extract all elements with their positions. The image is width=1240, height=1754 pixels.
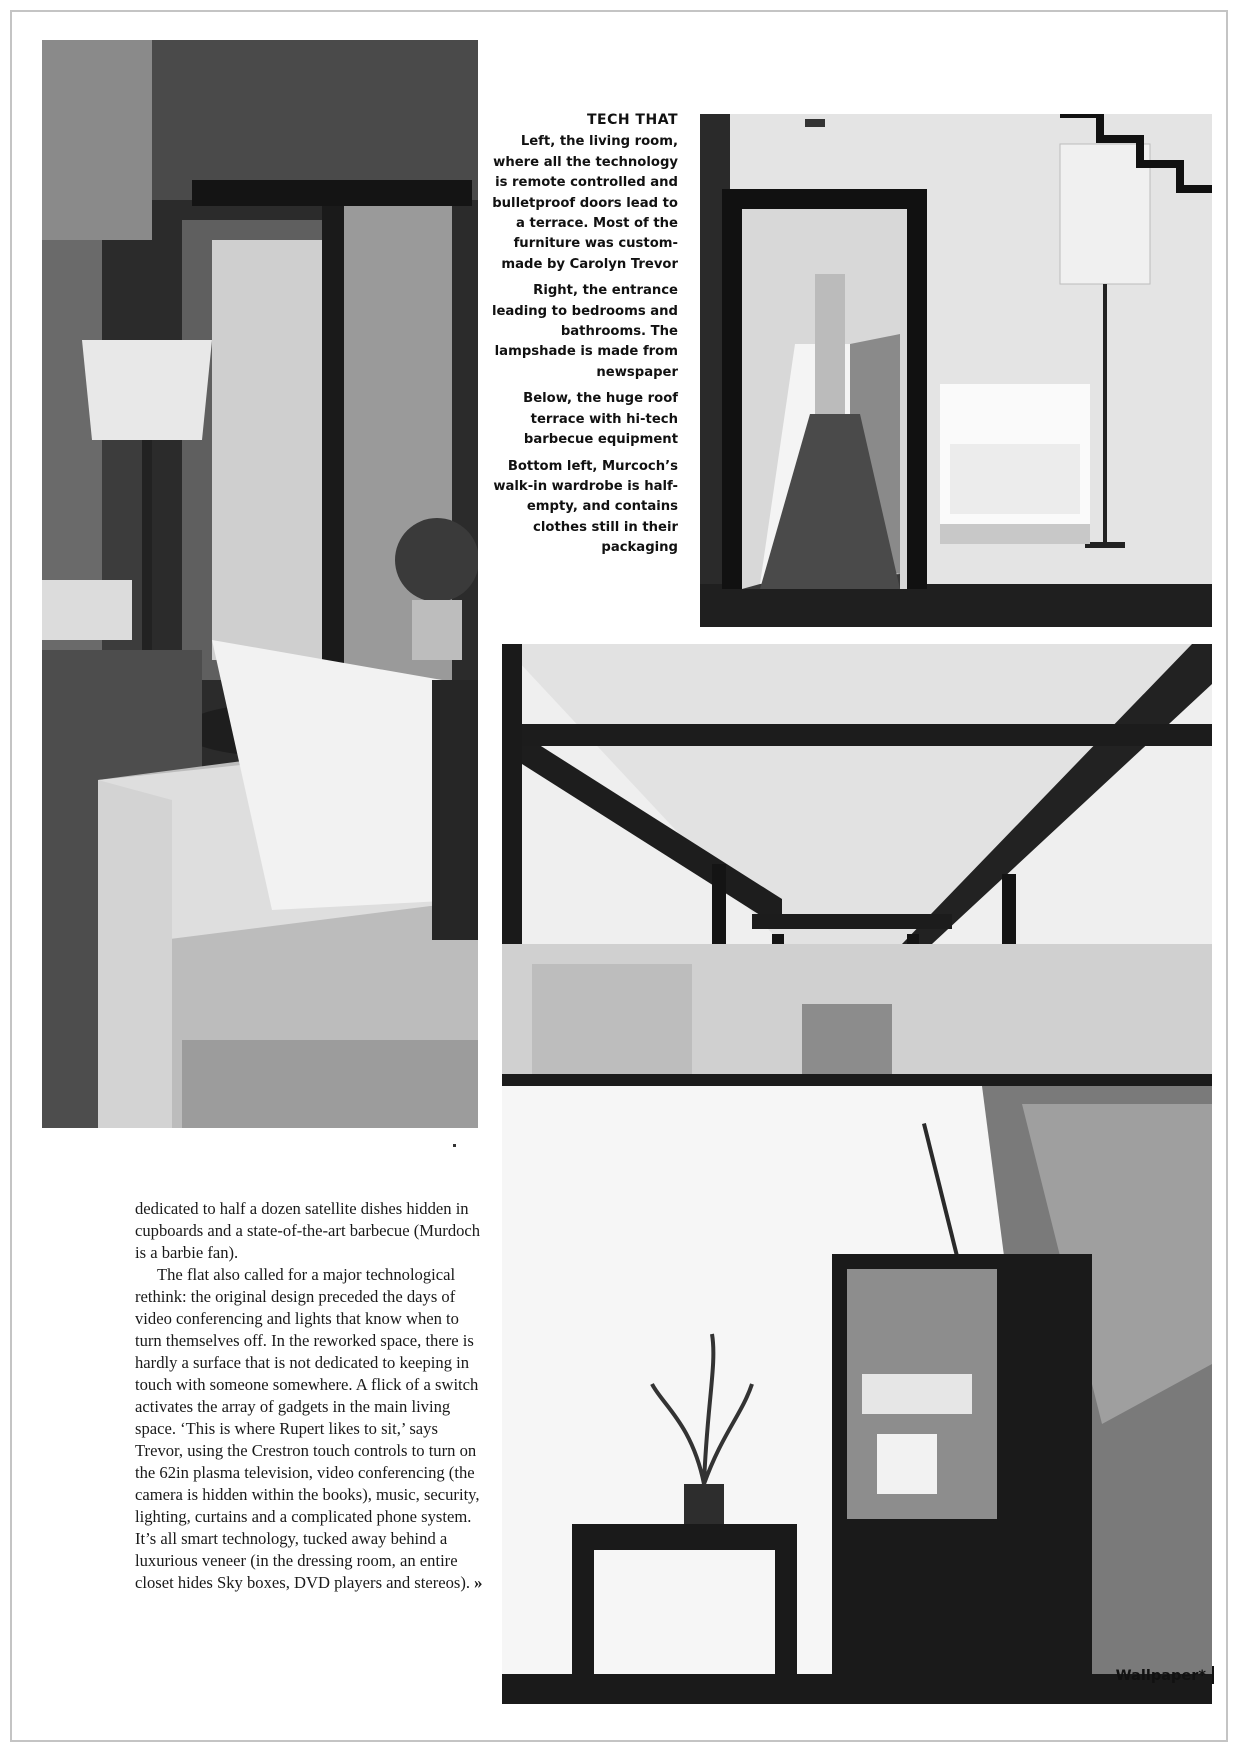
living-room-photo	[42, 40, 478, 1128]
page-footer	[1116, 1666, 1214, 1684]
roof-terrace-photo	[502, 644, 1212, 1704]
living-room-illustration	[42, 40, 478, 1128]
article-body	[135, 1198, 483, 1594]
entrance-photo	[700, 114, 1212, 627]
magazine-name: Wallpaper*	[1115, 1668, 1206, 1684]
caption-terrace: Below, the huge roof terrace with hi-tech barbecue equipment	[523, 391, 678, 448]
caption-living-room: Left, the living room, where all the technology is remote controlled and bulletproof doors lead to a terrace. Most of the furniture was custom-made by Carolyn Trevor	[492, 134, 678, 272]
print-mark	[453, 1144, 456, 1147]
roof-terrace-illustration	[502, 644, 1212, 1704]
continue-arrow-icon: »	[474, 1573, 483, 1592]
folio-divider	[1212, 1666, 1214, 1684]
article-paragraph-2-text: The flat also called for a major technological rethink: the original design preceded the days of video conferencing and lights that know when to turn themselves off. In the reworked space, there is hardly a surface that is not dedicated to keeping in touch with someone somewhere. A flick of a switch activates the array of gadgets in the main living space. ‘This is where Rupert likes to sit,’ says Trevor, using the Crestron touch controls to turn on the 62in plasma television, video conferencing (the camera is hidden within the books), music, security, lighting, curtains and a complicated phone system. It’s all smart technology, tucked away behind a luxurious veneer (in the dressing room, an entire closet hides Sky boxes, DVD players and stereos).	[135, 1265, 480, 1592]
entrance-illustration	[700, 114, 1212, 627]
photo-caption	[488, 110, 678, 565]
caption-title: TECH THAT	[586, 112, 678, 128]
article-paragraph-1: dedicated to half a dozen satellite dishes hidden in cupboards and a state-of-the-art barbecue (Murdoch is a barbie fan).	[135, 1199, 481, 1262]
article-paragraph-2	[135, 1264, 483, 1594]
caption-wardrobe: Bottom left, Murcoch’s walk-in wardrobe is half-empty, and contains clothes still in their packaging	[493, 458, 678, 556]
caption-entrance: Right, the entrance leading to bedrooms and bathrooms. The lampshade is made from newspaper	[491, 283, 678, 380]
